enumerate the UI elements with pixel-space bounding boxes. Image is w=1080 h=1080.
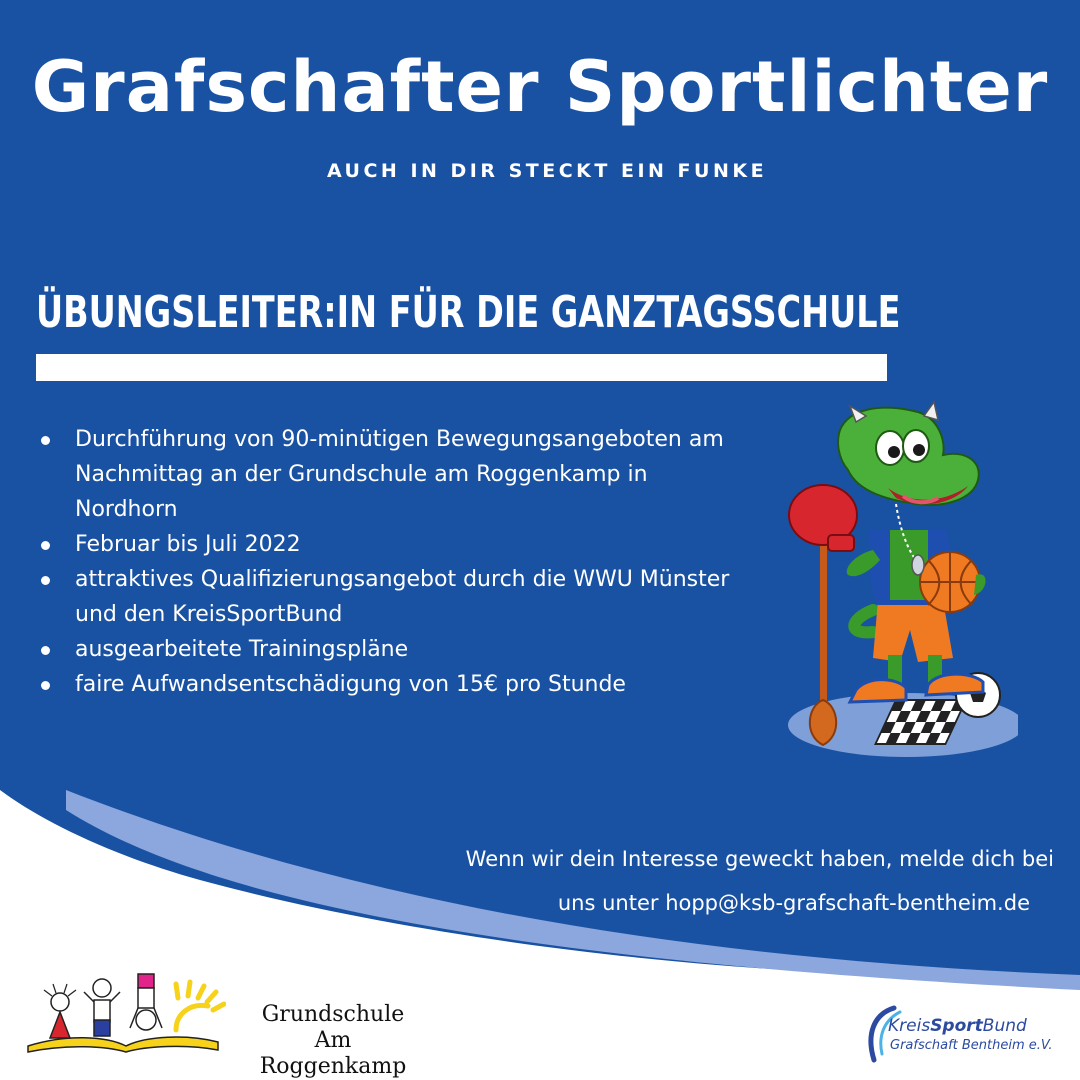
dragon-mascot-icon xyxy=(778,400,1018,770)
list-item: ausgearbeitete Trainingspläne xyxy=(36,632,756,667)
contact-line-2: uns unter hopp@ksb-grafschaft-bentheim.de xyxy=(557,891,1030,915)
poster-title: Grafschafter Sportlichter xyxy=(31,46,1049,128)
bullet-icon xyxy=(41,646,50,655)
school-name-line-2: Am Roggenkamp xyxy=(259,1028,407,1079)
list-item: Februar bis Juli 2022 xyxy=(36,527,756,562)
poster-subtitle: AUCH IN DIR STECKT EIN FUNKE xyxy=(326,160,768,182)
bullet-icon xyxy=(41,681,50,690)
school-name-line-1: Grundschule xyxy=(261,1002,405,1027)
job-details-list xyxy=(36,422,756,702)
heading-underline xyxy=(36,354,887,381)
ksb-region: Grafschaft Bentheim e.V. xyxy=(890,1038,1053,1053)
contact-text xyxy=(334,837,1054,925)
school-name xyxy=(238,1002,428,1080)
list-item: faire Aufwandsentschädigung von 15€ pro Stunde xyxy=(36,667,756,702)
job-heading: ÜBUNGSLEITER:IN FÜR DIE GANZTAGSSCHULE xyxy=(36,287,901,338)
bullet-icon xyxy=(41,436,50,445)
list-item: attraktives Qualifizierungsangebot durch die WWU Münster und den KreisSportBund xyxy=(36,562,756,632)
school-logo-icon xyxy=(26,968,226,1054)
ksb-name: KreisSportBund xyxy=(888,1016,1027,1036)
list-item: Durchführung von 90-minütigen Bewegungsangeboten am Nachmittag an der Grundschule am Roggenkamp in Nordhorn xyxy=(36,422,756,527)
bullet-icon xyxy=(41,576,50,585)
contact-line-1: Wenn wir dein Interesse geweckt haben, melde dich bei xyxy=(465,847,1054,871)
bullet-icon xyxy=(41,541,50,550)
